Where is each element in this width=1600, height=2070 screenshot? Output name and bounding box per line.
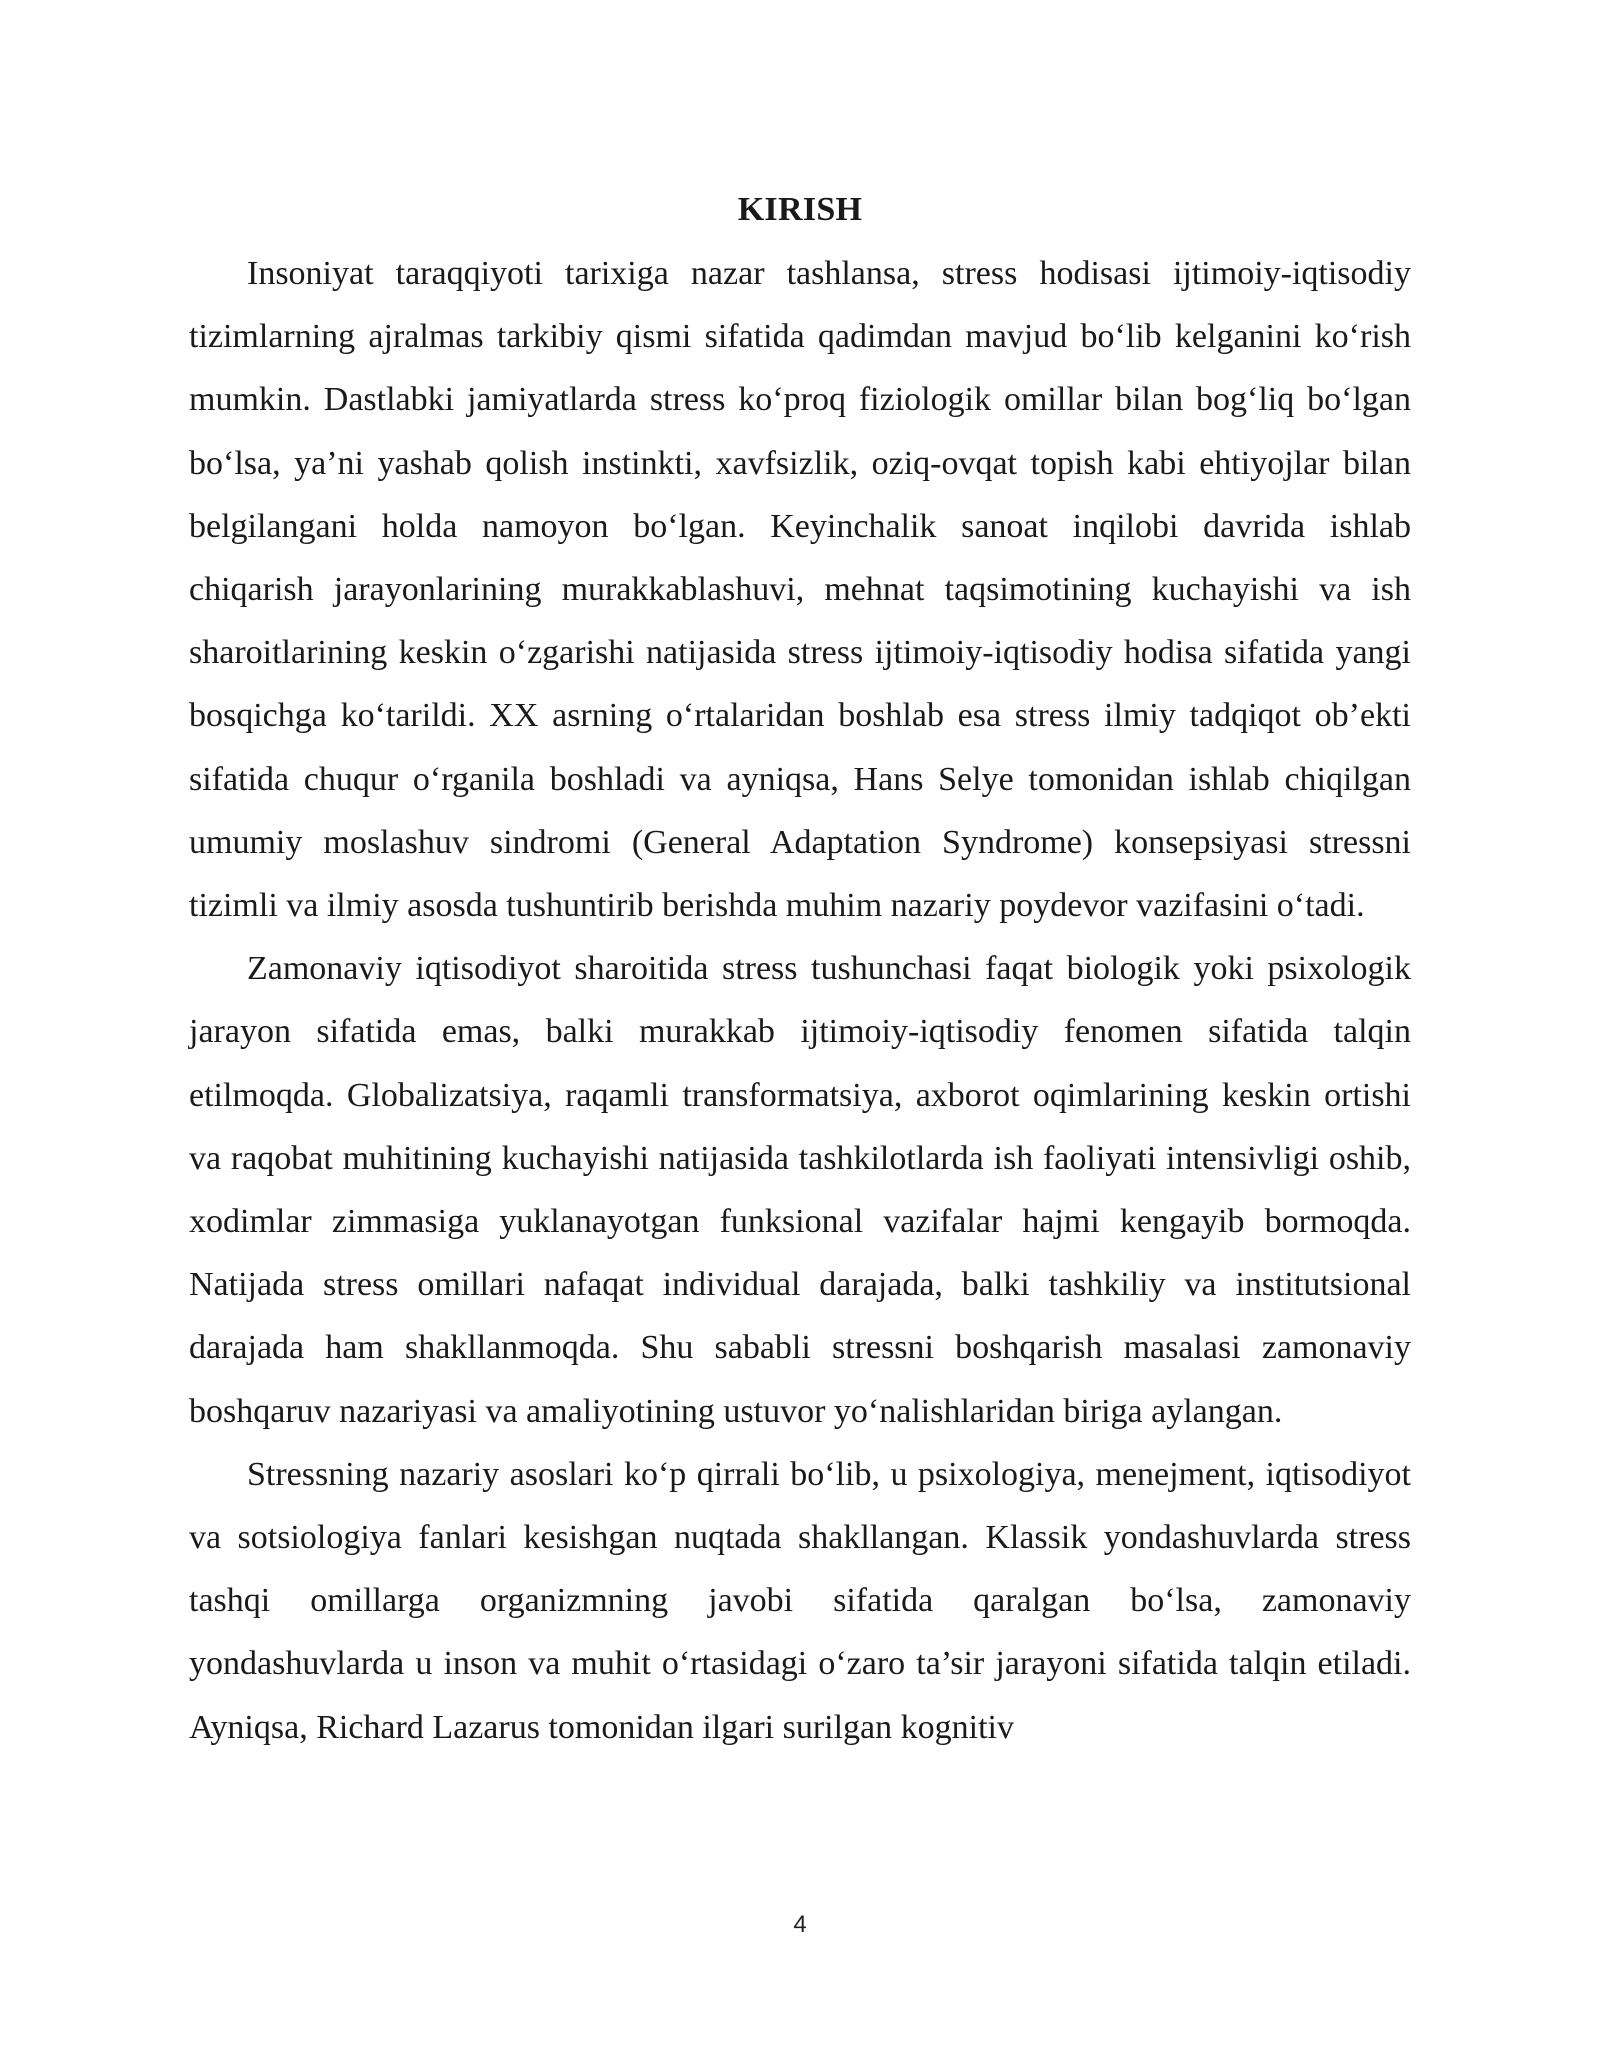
page-content xyxy=(189,180,1411,1759)
paragraph-1: Insoniyat taraqqiyoti tarixiga nazar tashlansa, stress hodisasi ijtimoiy-iqtisodiy tizimlarning ajralmas tarkibiy qismi sifatida qadimdan mavjud bo‘lib kelganini ko‘rish mumkin. Dastlabki jamiyatlarda stress ko‘proq fiziologik omillar bilan bog‘liq bo‘lgan bo‘lsa, ya’ni yashab qolish instinkti, xavfsizlik, oziq-ovqat topish kabi ehtiyojlar bilan belgilangani holda namoyon bo‘lgan. Keyinchalik sanoat inqilobi davrida ishlab chiqarish jarayonlarining murakkablashuvi, mehnat taqsimotining kuchayishi va ish sharoitlarining keskin o‘zgarishi natijasida stress ijtimoiy-iqtisodiy hodisa sifatida yangi bosqichga ko‘tarildi. XX asrning o‘rtalaridan boshlab esa stress ilmiy tadqiqot ob’ekti sifatida chuqur o‘rganila boshladi va ayniqsa, Hans Selye tomonidan ishlab chiqilgan umumiy moslashuv sindromi (General Adaptation Syndrome) konsepsiyasi stressni tizimli va ilmiy asosda tushuntirib berishda muhim nazariy poydevor vazifasini o‘tadi. xyxy=(189,255,1411,925)
section-title: KIRISH xyxy=(737,191,863,228)
paragraph-3: Stressning nazariy asoslari ko‘p qirrali bo‘lib, u psixologiya, menejment, iqtisodiyot va sotsiologiya fanlari kesishgan nuqtada shakllangan. Klassik yondashuvlarda stress tashqi omillarga organizmning javobi sifatida qaralgan bo‘lsa, zamonaviy yondashuvlarda u inson va muhit o‘rtasidagi o‘zaro ta’sir jarayoni sifatida talqin etiladi. Ayniqsa, Richard Lazarus tomonidan ilgari surilgan kognitiv xyxy=(189,1455,1411,1746)
paragraph-2: Zamonaviy iqtisodiyot sharoitida stress tushunchasi faqat biologik yoki psixologik jarayon sifatida emas, balki murakkab ijtimoiy-iqtisodiy fenomen sifatida talqin etilmoqda. Globalizatsiya, raqamli transformatsiya, axborot oqimlarining keskin ortishi va raqobat muhitining kuchayishi natijasida tashkilotlarda ish faoliyati intensivligi oshib, xodimlar zimmasiga yuklanayotgan funksional vazifalar hajmi kengayib bormoqda. Natijada stress omillari nafaqat individual darajada, balki tashkiliy va institutsional darajada ham shakllanmoqda. Shu sababli stressni boshqarish masalasi zamonaviy boshqaruv nazariyasi va amaliyotining ustuvor yo‘nalishlaridan biriga aylangan. xyxy=(189,950,1411,1430)
page-number: 4 xyxy=(793,1911,807,1938)
